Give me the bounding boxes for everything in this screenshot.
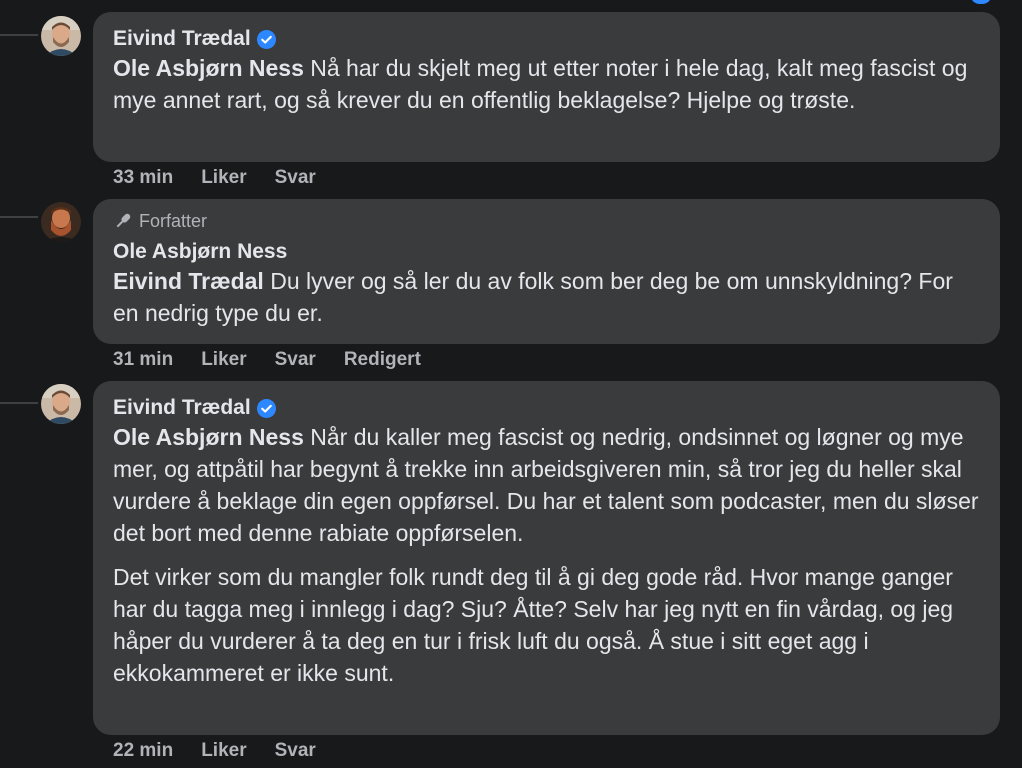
notification-dot bbox=[970, 0, 992, 4]
mention-link[interactable]: Ole Asbjørn Ness bbox=[113, 55, 304, 81]
reply-button[interactable]: Svar bbox=[274, 167, 316, 188]
comment-bubble bbox=[93, 199, 1000, 344]
thread-connector bbox=[0, 216, 38, 218]
mention-link[interactable]: Eivind Trædal bbox=[113, 268, 264, 294]
timestamp[interactable]: 33 min bbox=[113, 167, 174, 188]
edited-label[interactable]: Redigert bbox=[343, 349, 421, 370]
author-badge bbox=[113, 209, 980, 233]
reply-button[interactable]: Svar bbox=[274, 740, 316, 761]
avatar[interactable] bbox=[41, 202, 81, 242]
comment-bubble bbox=[93, 381, 1000, 735]
avatar[interactable] bbox=[41, 16, 81, 56]
comment-text bbox=[113, 265, 980, 329]
mention-link[interactable]: Ole Asbjørn Ness bbox=[113, 424, 304, 450]
timestamp[interactable]: 22 min bbox=[113, 740, 174, 761]
author-name[interactable]: Eivind Trædal bbox=[113, 27, 251, 50]
thread-connector bbox=[0, 34, 38, 36]
like-button[interactable]: Liker bbox=[201, 740, 247, 761]
comment-body: Du lyver og så ler du av folk som ber deg be om unnskyldning? For en nedrig type du er. bbox=[113, 268, 953, 326]
like-button[interactable]: Liker bbox=[201, 167, 247, 188]
comment-text bbox=[113, 421, 980, 689]
comment-body: Nå har du skjelt meg ut etter noter i hele dag, kalt meg fascist og mye annet rart, og så krever du en offentlig beklagelse? Hjelpe og trøste. bbox=[113, 55, 968, 113]
timestamp[interactable]: 31 min bbox=[113, 349, 174, 370]
comment-text bbox=[113, 52, 980, 116]
author-name[interactable]: Ole Asbjørn Ness bbox=[113, 240, 288, 263]
comment-actions bbox=[113, 167, 344, 189]
comment-body: Når du kaller meg fascist og nedrig, ondsinnet og løgner og mye mer, og attpåtil har begynt å trekke inn arbeidsgiveren min, så tror jeg du heller skal vurdere å beklage din egen oppførsel. Du har et talent som podcaster, men du sløser det bort med denne rabiate oppførselen. bbox=[113, 424, 979, 546]
verified-badge-icon bbox=[257, 399, 276, 418]
comment-bubble bbox=[93, 12, 1000, 162]
author-name[interactable]: Eivind Trædal bbox=[113, 396, 251, 419]
author-badge-label: Forfatter bbox=[139, 210, 208, 231]
comment-actions bbox=[113, 740, 344, 762]
like-button[interactable]: Liker bbox=[201, 349, 247, 370]
avatar[interactable] bbox=[41, 384, 81, 424]
verified-badge-icon bbox=[257, 30, 276, 49]
microphone-icon bbox=[113, 211, 133, 231]
comment-body-paragraph-2: Det virker som du mangler folk rundt deg til å gi deg gode råd. Hvor mange ganger har du tagga meg i innlegg i dag? Sju? Åtte? Selv har jeg nytt en fin vårdag, og jeg håper du vurderer å ta deg en tur i frisk luft du også. Å stue i sitt eget agg i ekkokammeret er ikke sunt. bbox=[113, 564, 954, 686]
thread-connector bbox=[0, 402, 38, 404]
comment-actions bbox=[113, 349, 449, 371]
reply-button[interactable]: Svar bbox=[274, 349, 316, 370]
